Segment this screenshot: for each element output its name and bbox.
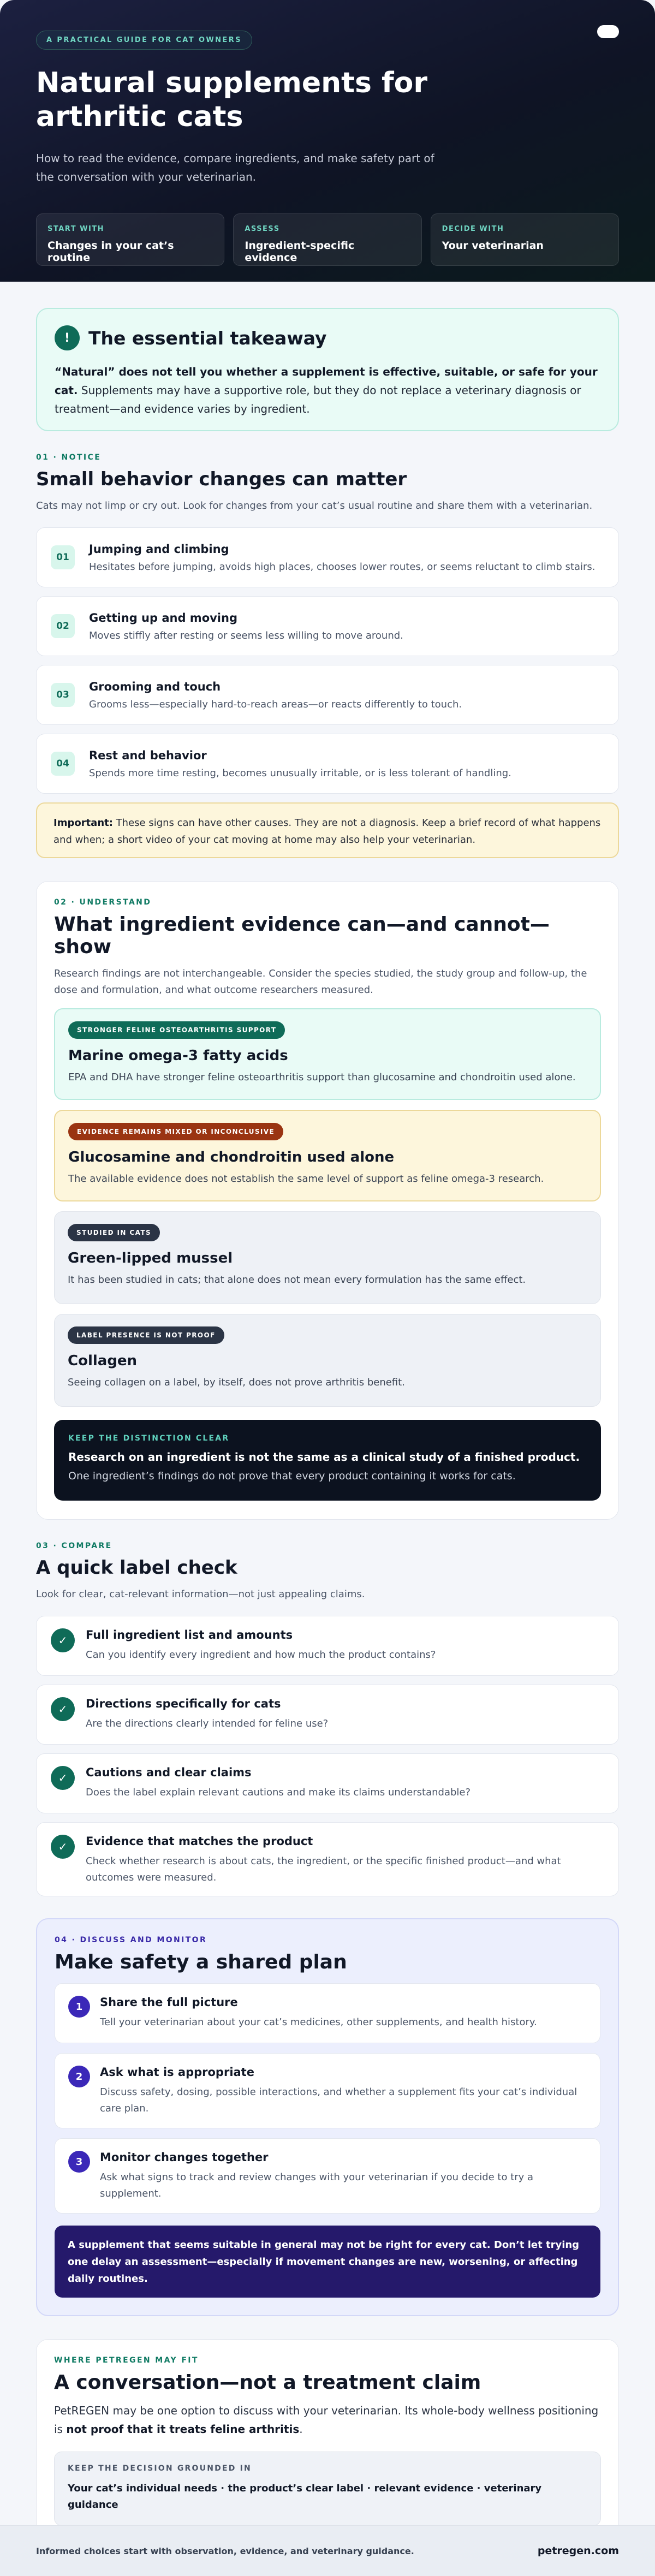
grounded-box bbox=[54, 2452, 601, 2526]
section-fit bbox=[36, 2339, 619, 2544]
list-item bbox=[36, 665, 619, 725]
checklist-title: Full ingredient list and amounts bbox=[86, 1628, 293, 1641]
hero-subtitle: How to read the evidence, compare ingredients, and make safety part of the conversation with your veterinarian. bbox=[36, 152, 434, 183]
section-kicker: 01 · NOTICE bbox=[36, 453, 102, 462]
notice-list bbox=[36, 527, 619, 794]
step-item bbox=[55, 2053, 600, 2128]
section-title: A quick label check bbox=[36, 1557, 237, 1579]
list-item-desc: Spends more time resting, becomes unusually irritable, or is less tolerant of handling. bbox=[89, 767, 511, 779]
section-understand bbox=[36, 881, 619, 1520]
grounded-value: Your cat’s individual needs · the product’s clear label · relevant evidence · veterinary guidance bbox=[68, 2483, 542, 2510]
list-item-title: Grooming and touch bbox=[89, 680, 221, 693]
footer bbox=[0, 2525, 655, 2576]
section-discuss bbox=[36, 1918, 619, 2316]
section-title: Small behavior changes can matter bbox=[36, 468, 407, 490]
checklist-item bbox=[36, 1685, 619, 1745]
checklist-text bbox=[86, 1766, 471, 1801]
section-kicker: 04 · DISCUSS AND MONITOR bbox=[55, 1936, 207, 1944]
evidence-desc: EPA and DHA have stronger feline osteoarthritis support than glucosamine and chondroitin used alone. bbox=[68, 1072, 576, 1083]
checklist-item bbox=[36, 1753, 619, 1813]
section-title: Make safety a shared plan bbox=[55, 1951, 347, 1973]
step-desc: Ask what signs to track and review changes with your veterinarian if you decide to try a supplement. bbox=[100, 2172, 534, 2199]
checklist-item bbox=[36, 1822, 619, 1896]
takeaway-text: Supplements may have a supportive role, but they do not replace a veterinary diagnosis or treatment—and evidence varies by ingredient. bbox=[55, 384, 581, 415]
grounded-kicker: KEEP THE DECISION GROUNDED IN bbox=[68, 2464, 252, 2473]
fit-desc-b: not proof that it treats feline arthritis bbox=[66, 2423, 300, 2436]
hero-card-kicker: ASSESS bbox=[245, 225, 280, 233]
step-item bbox=[55, 1983, 600, 2043]
evidence-desc: It has been studied in cats; that alone does not mean every formulation has the same effect. bbox=[68, 1274, 526, 1286]
hero-cards bbox=[36, 213, 619, 266]
evidence-tag: STUDIED IN CATS bbox=[68, 1224, 160, 1241]
important-label: Important: bbox=[53, 817, 113, 829]
hero-card-assess bbox=[233, 213, 421, 266]
evidence-card-mussel bbox=[54, 1211, 601, 1304]
check-icon: ✓ bbox=[51, 1766, 75, 1790]
step-item bbox=[55, 2138, 600, 2214]
important-text: These signs can have other causes. They are not a diagnosis. Keep a brief record of what happens and when; a short video of your cat moving at home may also help your veterinarian. bbox=[53, 817, 601, 846]
footer-site-link[interactable]: petregen.com bbox=[537, 2545, 619, 2557]
evidence-card-omega3 bbox=[54, 1008, 601, 1100]
step-title: Monitor changes together bbox=[100, 2151, 269, 2164]
evidence-tag: STRONGER FELINE OSTEOARTHRITIS SUPPORT bbox=[68, 1021, 285, 1039]
number-badge: 03 bbox=[51, 683, 75, 707]
checklist-title: Cautions and clear claims bbox=[86, 1766, 252, 1779]
takeaway-lead: “Natural” does not tell you whether a supplement is effective, suitable, or safe for your cat. bbox=[55, 365, 598, 397]
hero-card-kicker: DECIDE WITH bbox=[442, 225, 504, 233]
step-number: 3 bbox=[68, 2151, 90, 2173]
checklist-desc: Check whether research is about cats, the ingredient, or the specific finished product—and what outcomes were measured. bbox=[86, 1855, 561, 1883]
check-icon: ✓ bbox=[51, 1628, 75, 1652]
distinction-kicker: KEEP THE DISTINCTION CLEAR bbox=[68, 1434, 230, 1443]
evidence-tag: EVIDENCE REMAINS MIXED OR INCONCLUSIVE bbox=[68, 1123, 283, 1140]
checklist-text bbox=[86, 1697, 328, 1732]
checklist-desc: Can you identify every ingredient and how much the product contains? bbox=[86, 1649, 436, 1661]
hero-card-decide bbox=[431, 213, 619, 266]
checklist-desc: Are the directions clearly intended for feline use? bbox=[86, 1718, 329, 1729]
section-desc: Look for clear, cat-relevant information—not just appealing claims. bbox=[36, 1589, 365, 1600]
step-text bbox=[100, 1996, 537, 2031]
step-number: 2 bbox=[68, 2066, 90, 2087]
section-title: A conversation—not a treatment claim bbox=[54, 2371, 481, 2394]
fit-desc-a: PetREGEN may be one option to discuss with your veterinarian. Its whole-body wellness positioning is bbox=[54, 2404, 599, 2436]
evidence-tag: LABEL PRESENCE IS NOT PROOF bbox=[68, 1326, 224, 1344]
checklist-title: Evidence that matches the product bbox=[86, 1835, 313, 1848]
checklist bbox=[36, 1616, 619, 1896]
checklist-text bbox=[86, 1835, 604, 1886]
step-desc: Discuss safety, dosing, possible interactions, and whether a supplement fits your cat’s individual care plan. bbox=[100, 2086, 577, 2114]
section-desc: Research findings are not interchangeable. Consider the species studied, the study group and follow-up, the dose and formulation, and what outcome researchers measured. bbox=[54, 968, 587, 996]
fit-desc-c: . bbox=[299, 2423, 303, 2436]
section-desc: Cats may not limp or cry out. Look for changes from your cat’s usual routine and share them with a veterinarian. bbox=[36, 500, 593, 511]
evidence-title: Glucosamine and chondroitin used alone bbox=[68, 1149, 395, 1165]
warning-box: A supplement that seems suitable in general may not be right for every cat. Don’t let trying one delay an assessment—especially if movement changes are new, worsening, or affecting daily routines. bbox=[55, 2226, 600, 2298]
list-item-title: Getting up and moving bbox=[89, 611, 237, 624]
toggle-switch[interactable] bbox=[597, 25, 619, 38]
check-icon: ✓ bbox=[51, 1697, 75, 1721]
hero-card-start bbox=[36, 213, 224, 266]
step-text bbox=[100, 2151, 587, 2202]
exclamation-icon: ! bbox=[55, 325, 80, 350]
list-item-desc: Grooms less—especially hard-to-reach areas—or reacts differently to touch. bbox=[89, 698, 462, 710]
hero-card-value: Changes in your cat’s routine bbox=[47, 240, 174, 264]
list-item-text bbox=[89, 749, 511, 779]
step-title: Share the full picture bbox=[100, 1996, 238, 2009]
takeaway-box bbox=[36, 308, 619, 431]
evidence-card-collagen bbox=[54, 1314, 601, 1407]
important-note bbox=[36, 802, 619, 858]
section-title: What ingredient evidence can—and cannot—show bbox=[54, 913, 550, 958]
page-title: Natural supplements for arthritic cats bbox=[36, 67, 428, 133]
step-title: Ask what is appropriate bbox=[100, 2066, 254, 2079]
step-text bbox=[100, 2066, 587, 2117]
list-item bbox=[36, 734, 619, 794]
hero-card-value: Your veterinarian bbox=[442, 240, 544, 252]
evidence-desc: Seeing collagen on a label, by itself, does not prove arthritis benefit. bbox=[68, 1377, 405, 1388]
list-item bbox=[36, 596, 619, 656]
footer-tagline: Informed choices start with observation, evidence, and veterinary guidance. bbox=[36, 2545, 414, 2556]
section-kicker: 02 · UNDERSTAND bbox=[54, 898, 152, 907]
step-desc: Tell your veterinarian about your cat’s medicines, other supplements, and health history. bbox=[100, 2016, 537, 2028]
evidence-card-glucosamine bbox=[54, 1110, 601, 1201]
list-item-text bbox=[89, 680, 462, 710]
evidence-title: Green-lipped mussel bbox=[68, 1250, 233, 1266]
step-number: 1 bbox=[68, 1996, 90, 2018]
hero-card-value: Ingredient-specific evidence bbox=[245, 240, 355, 264]
number-badge: 02 bbox=[51, 614, 75, 638]
main-content bbox=[0, 282, 655, 2544]
list-item bbox=[36, 527, 619, 587]
check-icon: ✓ bbox=[51, 1835, 75, 1859]
distinction-box bbox=[54, 1420, 601, 1501]
distinction-title: Research on an ingredient is not the same as a clinical study of a finished product. bbox=[68, 1450, 580, 1463]
list-item-text bbox=[89, 543, 596, 573]
list-item-title: Jumping and climbing bbox=[89, 542, 229, 556]
checklist-title: Directions specifically for cats bbox=[86, 1697, 281, 1710]
evidence-title: Collagen bbox=[68, 1353, 138, 1369]
evidence-desc: The available evidence does not establish the same level of support as feline omega-3 research. bbox=[68, 1173, 544, 1185]
section-compare bbox=[36, 1542, 619, 1896]
evidence-title: Marine omega-3 fatty acids bbox=[68, 1048, 288, 1064]
hero-pill: A PRACTICAL GUIDE FOR CAT OWNERS bbox=[36, 31, 252, 50]
number-badge: 04 bbox=[51, 752, 75, 776]
hero-card-kicker: START WITH bbox=[47, 225, 105, 233]
list-item-text bbox=[89, 611, 403, 641]
distinction-desc: One ingredient’s findings do not prove that every product containing it works for cats. bbox=[68, 1470, 516, 1482]
section-kicker: 03 · COMPARE bbox=[36, 1542, 112, 1550]
list-item-desc: Moves stiffly after resting or seems less willing to move around. bbox=[89, 629, 403, 641]
checklist-text bbox=[86, 1628, 436, 1663]
takeaway-body bbox=[55, 362, 600, 418]
takeaway-header bbox=[55, 325, 600, 350]
list-item-title: Rest and behavior bbox=[89, 748, 207, 762]
section-desc bbox=[54, 2401, 601, 2438]
checklist-item bbox=[36, 1616, 619, 1676]
section-kicker: WHERE PETREGEN MAY FIT bbox=[54, 2356, 199, 2365]
takeaway-title: The essential takeaway bbox=[88, 327, 327, 349]
number-badge: 01 bbox=[51, 545, 75, 569]
list-item-desc: Hesitates before jumping, avoids high places, chooses lower routes, or seems reluctant to climb stairs. bbox=[89, 561, 596, 573]
section-notice bbox=[36, 453, 619, 858]
hero bbox=[0, 0, 655, 282]
checklist-desc: Does the label explain relevant cautions and make its claims understandable? bbox=[86, 1787, 471, 1798]
